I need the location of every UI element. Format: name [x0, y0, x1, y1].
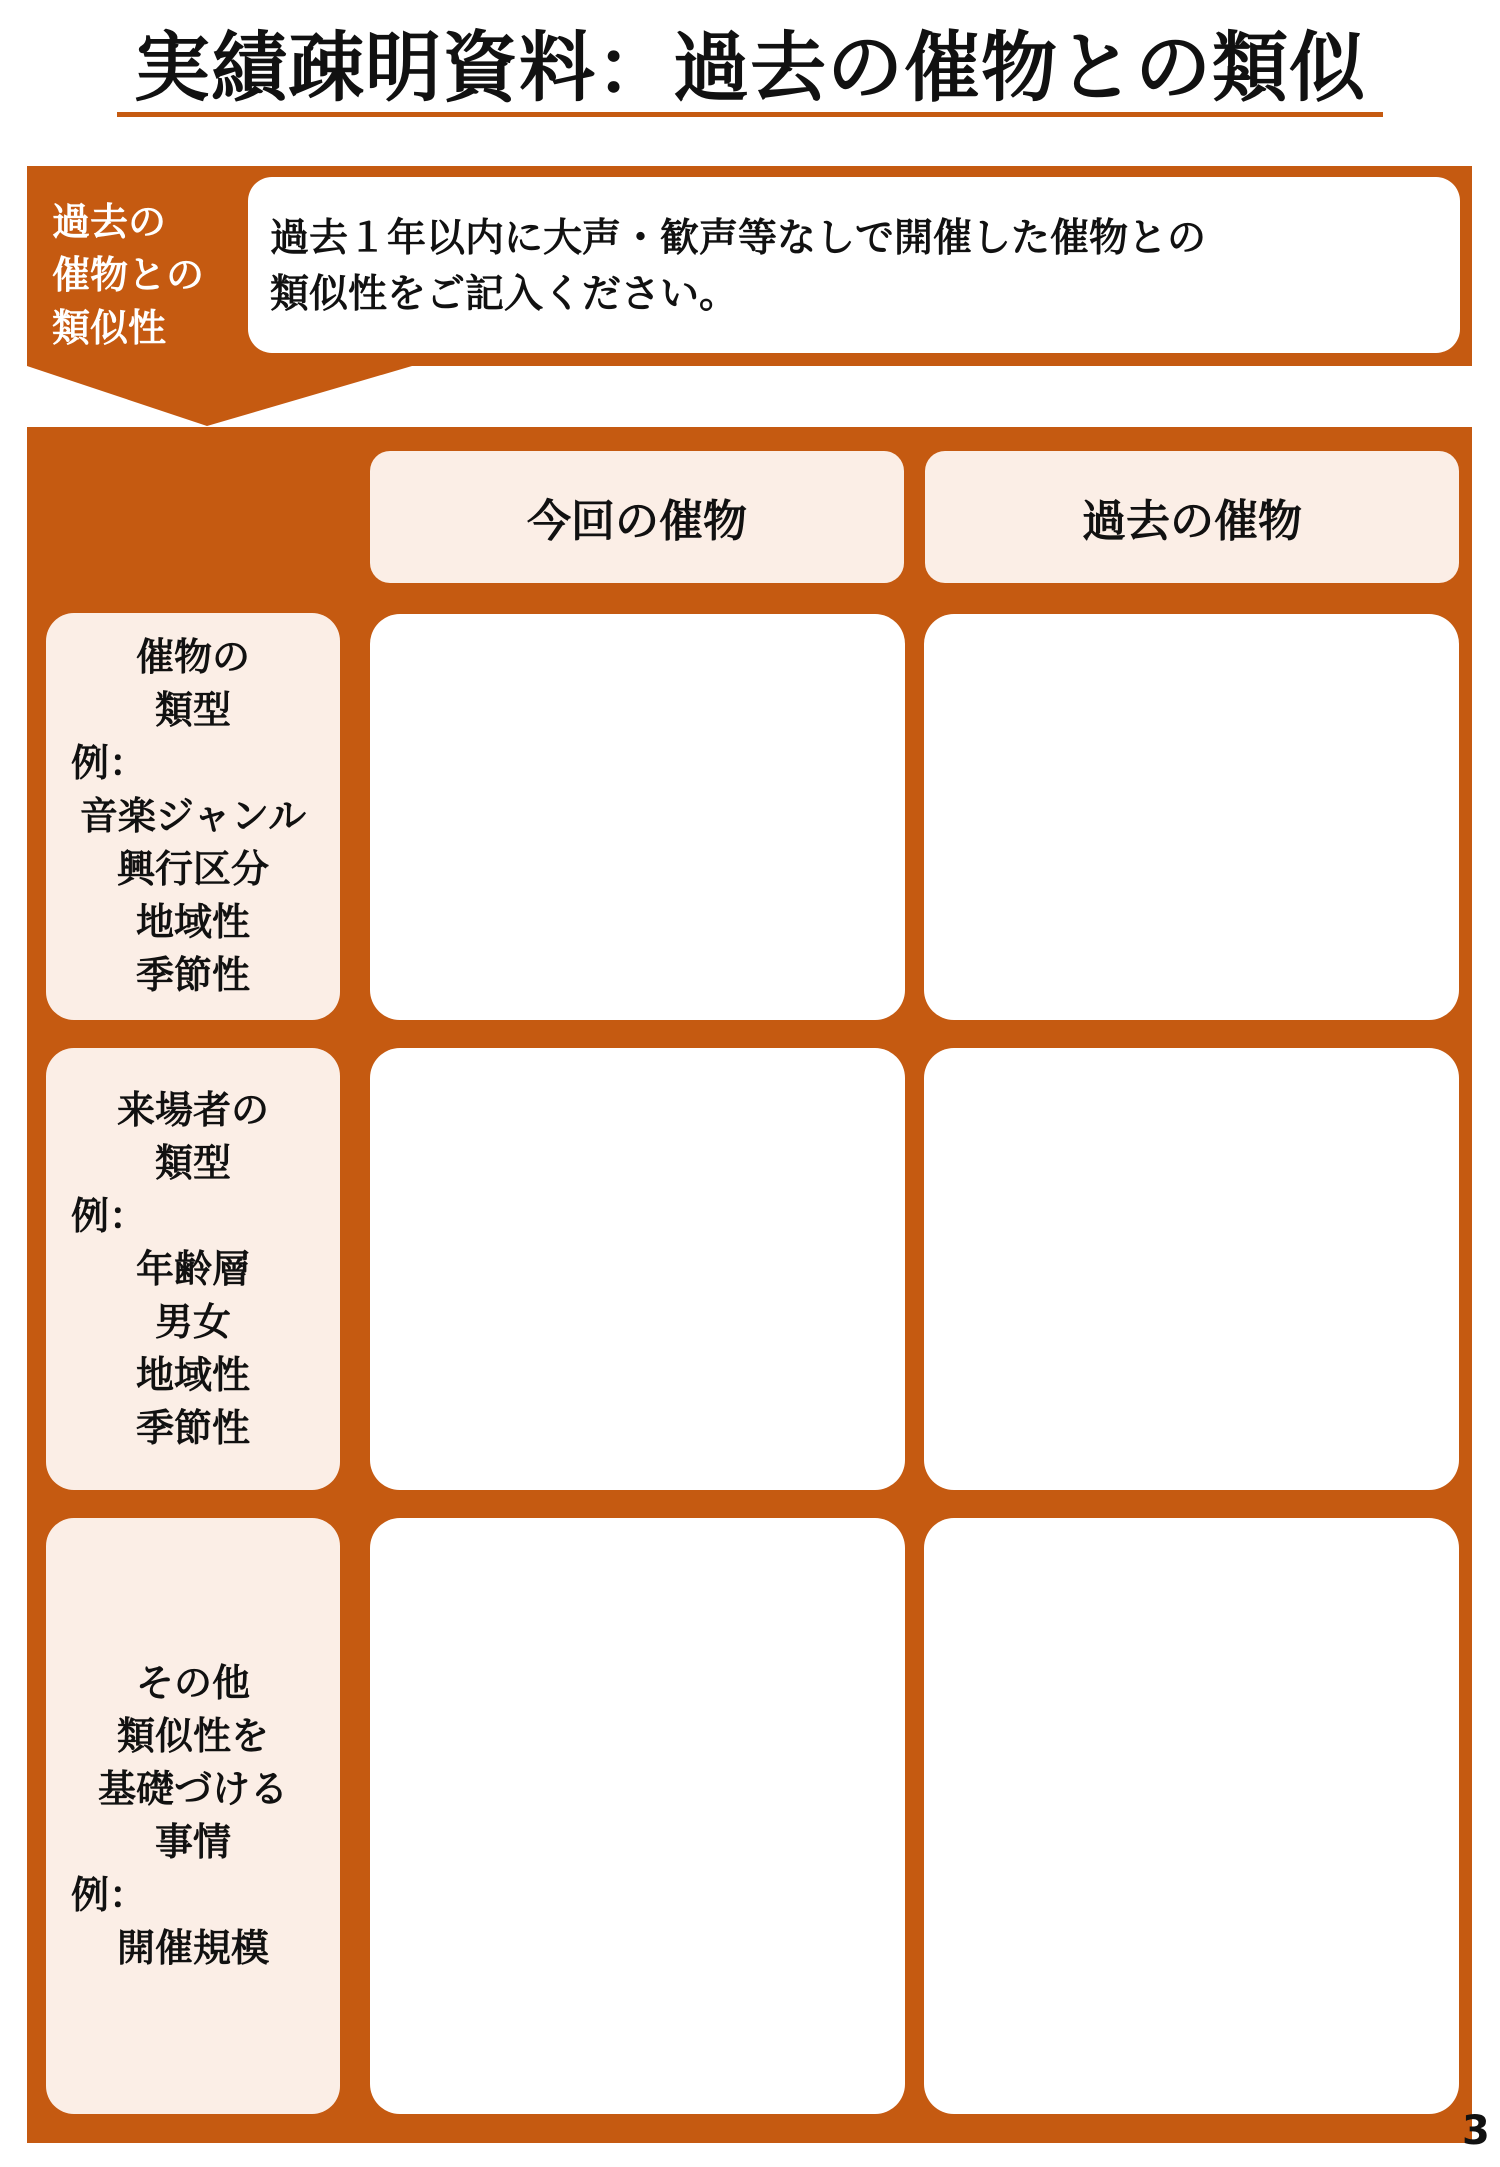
down-arrow-icon	[27, 366, 412, 426]
intro-label-line: 類似性	[52, 306, 167, 350]
current-other-circumstances-cell[interactable]	[370, 1518, 905, 2114]
row-heading-line: 来場者の	[116, 1087, 269, 1132]
header-past-event	[925, 451, 1459, 583]
row-heading-line: 事情	[154, 1820, 231, 1864]
past-other-circumstances-cell[interactable]	[924, 1518, 1459, 2114]
row-heading-line: 基礎づける	[97, 1767, 288, 1811]
past-event-type-cell[interactable]	[924, 614, 1459, 1020]
current-visitor-type-cell[interactable]	[370, 1048, 905, 1490]
example-item: 季節性	[135, 1405, 250, 1450]
row-label-event-type	[46, 613, 340, 1020]
instruction-line: 過去１年以内に大声・歓声等なしで開催した催物との	[270, 216, 1207, 261]
example-item: 地域性	[135, 900, 250, 944]
row-heading-line: 類似性を	[116, 1714, 269, 1758]
example-item: 音楽ジャンル	[79, 794, 307, 838]
header-label: 今回の催物	[527, 496, 747, 547]
example-label: 例：	[71, 1873, 148, 1917]
example-item: 地域性	[135, 1352, 250, 1397]
title-underline	[117, 112, 1383, 117]
row-label-visitor-type	[46, 1048, 340, 1490]
header-label: 過去の催物	[1082, 496, 1302, 547]
row-heading-line: 類型	[154, 688, 231, 732]
past-visitor-type-cell[interactable]	[924, 1048, 1459, 1490]
row-heading-line: その他	[135, 1661, 250, 1705]
intro-label-line: 催物との	[52, 253, 205, 297]
example-label: 例：	[71, 741, 148, 785]
page-number: 3	[1462, 2108, 1490, 2154]
instruction-line: 類似性をご記入ください。	[270, 272, 739, 317]
example-item: 年齢層	[135, 1246, 250, 1291]
row-heading-line: 催物の	[135, 635, 250, 679]
intro-label-line: 過去の	[52, 200, 167, 244]
example-item: 興行区分	[116, 847, 269, 891]
example-item: 開催規模	[116, 1926, 269, 1970]
header-current-event	[370, 451, 904, 583]
current-event-type-cell[interactable]	[370, 614, 905, 1020]
page-title: 実績疎明資料：過去の催物との類似	[134, 23, 1366, 112]
row-label-other-circumstances	[46, 1518, 340, 2114]
row-heading-line: 類型	[154, 1140, 231, 1185]
intro-label	[52, 196, 252, 355]
example-item: 季節性	[135, 953, 250, 997]
example-label: 例：	[71, 1193, 148, 1238]
example-item: 男女	[154, 1299, 231, 1344]
instruction-box	[248, 177, 1460, 353]
